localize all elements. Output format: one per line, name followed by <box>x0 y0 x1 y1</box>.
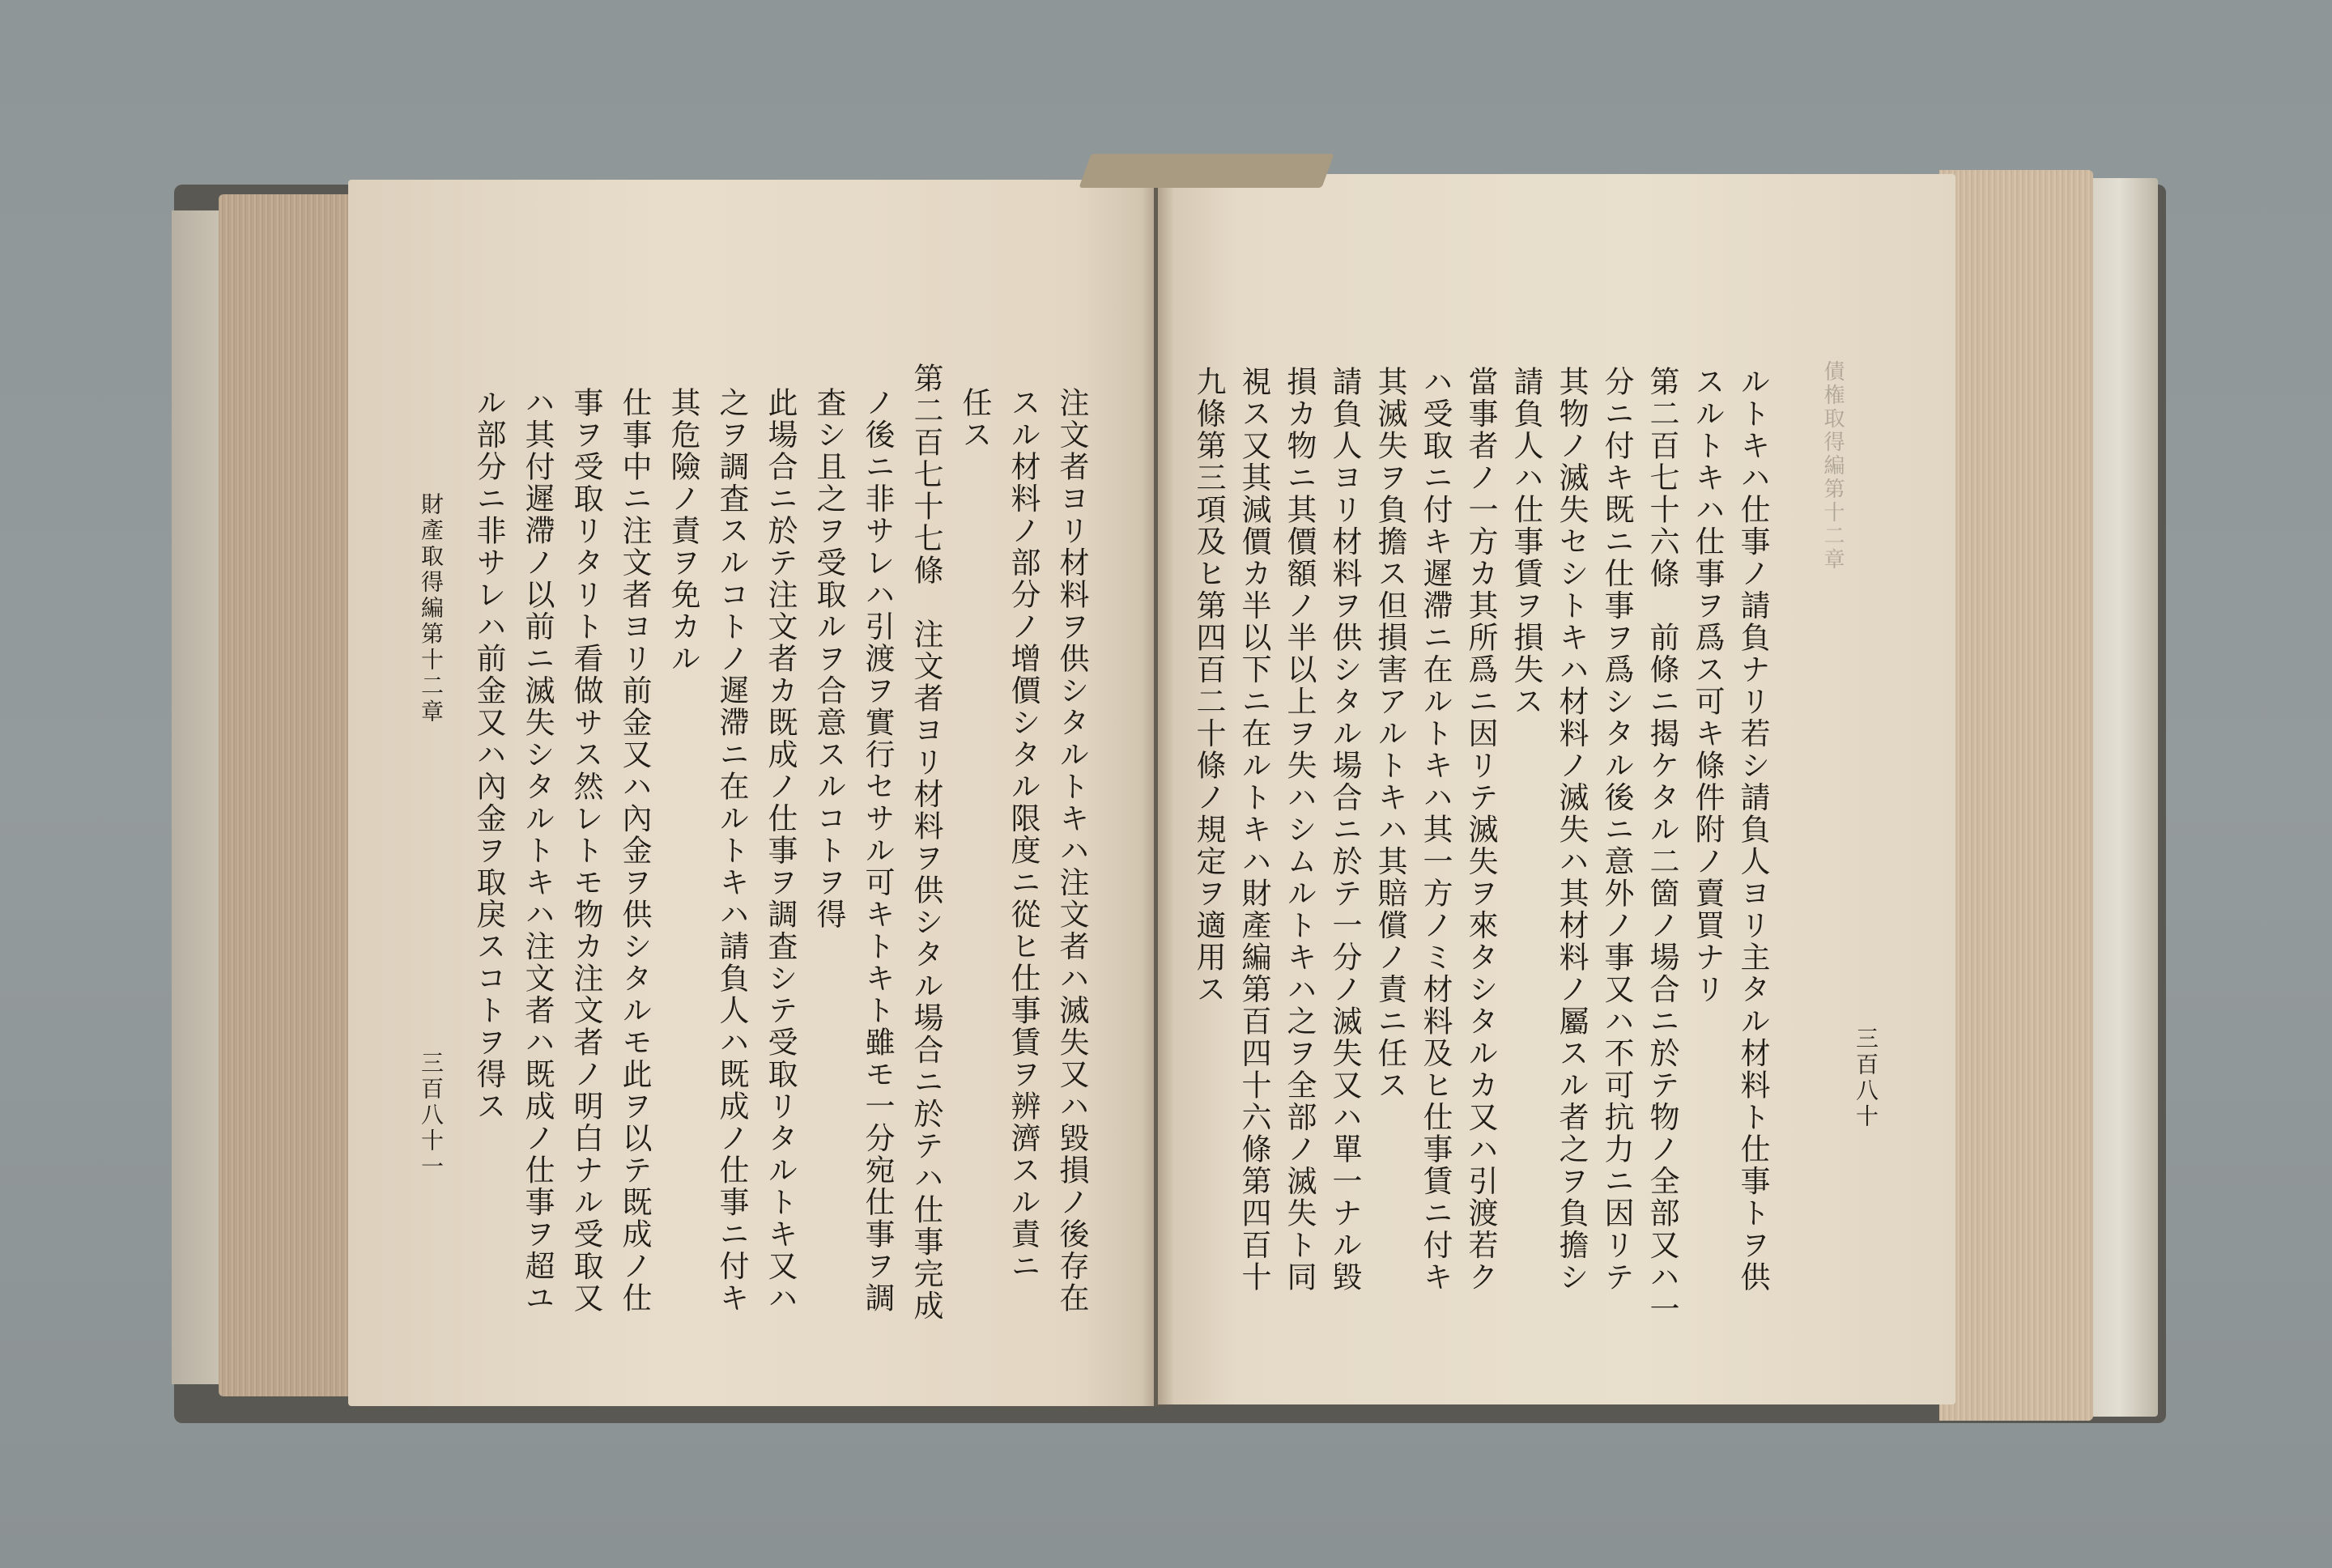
left-text-line: 此場合ニ於テ注文者カ既成ノ仕事ヲ調査シテ受取リタルトキ又ハ <box>763 387 798 1315</box>
left-text-line: 之ヲ調査スルコトノ遲滯ニ在ルトキハ請負人ハ既成ノ仕事ニ付キ <box>714 387 749 1315</box>
left-text-line: スル材料ノ部分ノ增價シタル限度ニ從ヒ仕事賃ヲ辨濟スル責ニ <box>1006 387 1040 1282</box>
right-text-line: 當事者ノ一方カ其所爲ニ因リテ滅失ヲ來タシタルカ又ハ引渡若ク <box>1463 366 1498 1294</box>
left-page-footer: 財產取得編第十二章 <box>418 492 445 725</box>
right-page-number: 三百八十 <box>1853 1026 1879 1130</box>
left-text-line: 事ヲ受取リタリト看做サス然レトモ物カ注文者ノ明白ナル受取又 <box>568 387 603 1315</box>
right-text-line: 損カ物ニ其價額ノ半以上ヲ失ハシムルトキハ之ヲ全部ノ滅失ト同 <box>1282 366 1317 1294</box>
left-text-line: 任ス <box>957 387 992 451</box>
right-text-line: 請負人ヨリ材料ヲ供シタル場合ニ於テ一分ノ滅失又ハ單一ナル毀 <box>1327 366 1362 1294</box>
right-page-header-faint: 債権取得編第十二章 <box>1820 360 1845 572</box>
right-text-line: 分ニ付キ既ニ仕事ヲ爲シタル後ニ意外ノ事又ハ不可抗力ニ因リテ <box>1599 366 1634 1294</box>
right-text-line: 九條第三項及ヒ第四百二十條ノ規定ヲ適用ス <box>1191 366 1226 1005</box>
book-gutter <box>1142 180 1174 1406</box>
left-text-line: ハ其付遲滯ノ以前ニ滅失シタルトキハ注文者ハ既成ノ仕事ヲ超ユ <box>520 387 555 1315</box>
left-text-line: 査シ且之ヲ受取ルヲ合意スルコトヲ得 <box>811 387 846 931</box>
page-edges-right <box>1939 170 2093 1421</box>
left-text-line: 仕事中ニ注文者ヨリ前金又ハ內金ヲ供シタルモ此ヲ以テ既成ノ仕 <box>617 387 652 1315</box>
left-text-line: ノ後ニ非サレハ引渡ヲ實行セサル可キトキト雖モ一分宛仕事ヲ調 <box>860 387 895 1315</box>
right-text-line: 其滅失ヲ負擔ス但損害アルトキハ其賠償ノ責ニ任ス <box>1372 366 1407 1102</box>
right-text-line: 第二百七十六條 前條ニ揭ケタル二箇ノ場合ニ於テ物ノ全部又ハ一 <box>1645 366 1679 1325</box>
right-text-line: スルトキハ仕事ヲ爲ス可キ條件附ノ賣買ナリ <box>1690 366 1725 1005</box>
left-text-line: ル部分ニ非サレハ前金又ハ內金ヲ取戾スコトヲ得ス <box>471 387 506 1123</box>
right-text-line: 視ス又其減價カ半以下ニ在ルトキハ財產編第百四十六條第四百十 <box>1236 366 1271 1294</box>
right-text-line: 請負人ハ仕事賃ヲ損失ス <box>1509 366 1543 718</box>
right-text-line: 其物ノ滅失セシトキハ材料ノ滅失ハ其材料ノ屬スル者之ヲ負擔シ <box>1554 366 1589 1294</box>
right-text-line: ルトキハ仕事ノ請負ナリ若シ請負人ヨリ主タル材料ト仕事トヲ供 <box>1735 366 1770 1294</box>
right-text-line: ハ受取ニ付キ遲滯ニ在ルトキハ其一方ノミ材料及ヒ仕事賃ニ付キ <box>1418 366 1453 1294</box>
left-text-line: 第二百七十七條 注文者ヨリ材料ヲ供シタル場合ニ於テハ仕事完成 <box>909 363 943 1322</box>
page-edges-left <box>219 194 356 1396</box>
spine-flap <box>1079 154 1334 188</box>
left-text-line: 其危險ノ責ヲ免カル <box>666 387 700 675</box>
left-text-line: 注文者ヨリ材料ヲ供シタルトキハ注文者ハ滅失又ハ毀損ノ後存在 <box>1054 387 1089 1315</box>
left-page-number: 三百八十一 <box>418 1051 445 1180</box>
